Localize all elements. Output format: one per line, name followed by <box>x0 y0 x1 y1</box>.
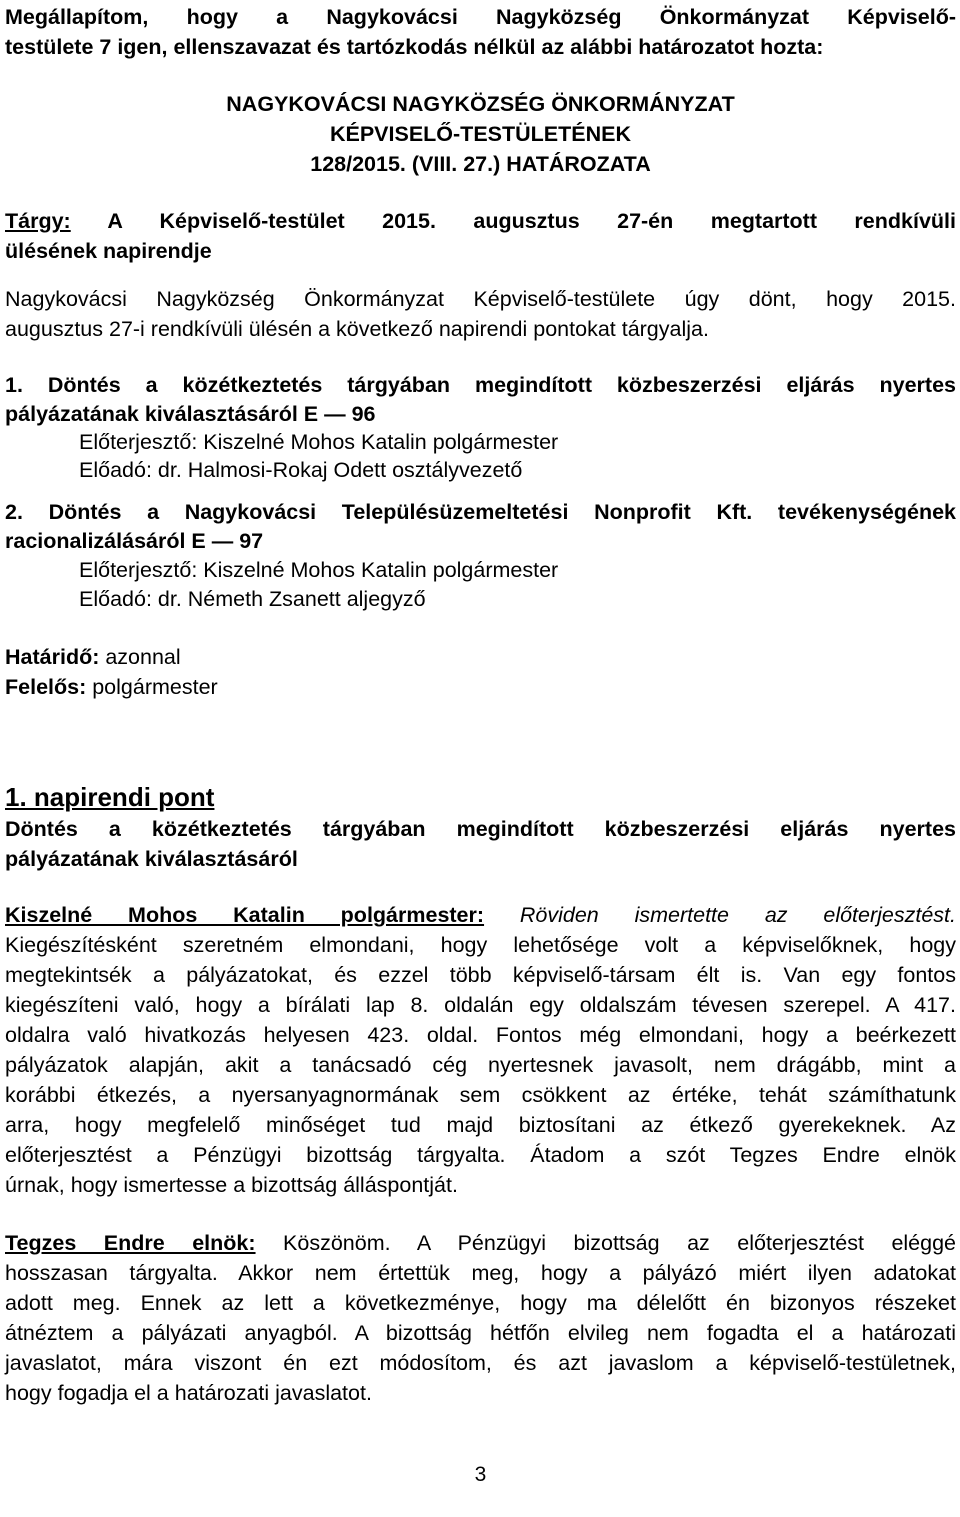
agenda-item-2-title-1: 2. Döntés a Nagykovácsi Településüzemeltetési Nonprofit Kft. tevékenységének <box>5 500 956 524</box>
speech-2-line: hogy fogadja el a határozati javaslatot. <box>5 1381 372 1405</box>
page-number: 3 <box>474 1463 487 1486</box>
responsible-value: polgármester <box>86 675 218 699</box>
section-title-1: Döntés a közétkeztetés tárgyában megindított közbeszerzési eljárás nyertes <box>5 817 956 841</box>
resolution-title-line-3: 128/2015. (VIII. 27.) HATÁROZATA <box>310 152 651 176</box>
deadline-value: azonnal <box>99 645 181 669</box>
agenda-item-1-speaker: Előadó: dr. Halmosi-Rokaj Odett osztályvezető <box>79 458 523 482</box>
resolution-title-line-2: KÉPVISELŐ-TESTÜLETÉNEK <box>329 122 632 146</box>
speech-1-line: pályázatok alapján, akit a tanácsadó cég nyertesnek javasolt, nem drágább, mint a <box>5 1053 956 1077</box>
agenda-item-2-speaker: Előadó: dr. Németh Zsanett aljegyző <box>79 587 426 611</box>
speech-1-line: Kiegészítésként szeretném elmondani, hogy lehetősége volt a képviselőknek, hogy <box>5 933 956 957</box>
responsible-label: Felelős: <box>5 675 87 699</box>
speech-2-line: adott meg. Ennek az lett a következménye, hogy ma délelőtt én bizonyos részeket <box>5 1291 956 1315</box>
intro-line-1: Megállapítom, hogy a Nagykovácsi Nagyközség Önkormányzat Képviselő- <box>5 5 956 29</box>
speech-2-first: Köszönöm. A Pénzügyi bizottság az előterjesztést eléggé <box>255 1231 957 1255</box>
subject-text: A Képviselő-testület 2015. augusztus 27-én megtartott rendkívüli <box>70 209 956 233</box>
subject-label: Tárgy: <box>5 209 71 233</box>
speech-1-line: úrnak, hogy ismertesse a bizottság álláspontját. <box>5 1173 458 1197</box>
decision-line-2: augusztus 27-i rendkívüli ülésén a következő napirendi pontokat tárgyalja. <box>5 317 709 341</box>
speech-2-first-line <box>5 1228 956 1258</box>
intro-line-2: testülete 7 igen, ellenszavazat és tartózkodás nélkül az alábbi határozatot hozta: <box>5 35 824 59</box>
subject-line-1 <box>5 206 956 236</box>
speech-1-first-line <box>5 900 956 930</box>
speech-1-line: kiegészíteni való, hogy a bírálati lap 8. oldalán egy oldalszám tévesen szerepel. A 417. <box>5 993 956 1017</box>
speech-2-line: javaslatot, mára viszont én ezt módosítom, és azt javaslom a képviselő-testületnek, <box>5 1351 956 1375</box>
agenda-item-1-title-2: pályázatának kiválasztásáról E — 96 <box>5 402 376 426</box>
agenda-item-2-title-2: racionalizálásáról E — 97 <box>5 529 264 553</box>
speech-2-line: átnéztem a pályázati anyagból. A bizottság hétfőn elvileg nem fogadta el a határozati <box>5 1321 956 1345</box>
section-title-2: pályázatának kiválasztásáról <box>5 847 298 871</box>
deadline-label: Határidő: <box>5 645 100 669</box>
speech-1-line: oldalra való hivatkozás helyesen 423. oldal. Fontos még elmondani, hogy a beérkezett <box>5 1023 956 1047</box>
resolution-title-line-1: NAGYKOVÁCSI NAGYKÖZSÉG ÖNKORMÁNYZAT <box>226 92 735 116</box>
agenda-item-1-presenter: Előterjesztő: Kiszelné Mohos Katalin polgármester <box>79 430 559 454</box>
speech-2-line: hosszasan tárgyalta. Akkor nem értettük meg, hogy a pályázó miért ilyen adatokat <box>5 1261 956 1285</box>
subject-line-2: ülésének napirendje <box>5 239 212 263</box>
agenda-item-2-presenter: Előterjesztő: Kiszelné Mohos Katalin polgármester <box>79 558 559 582</box>
speech-1-line: korábbi étkezés, a nyersanyagnormának sem csökkent az értéke, tehát számíthatunk <box>5 1083 956 1107</box>
speech-1-speaker: Kiszelné Mohos Katalin polgármester: <box>5 903 485 927</box>
decision-line-1: Nagykovácsi Nagyközség Önkormányzat Képviselő-testülete úgy dönt, hogy 2015. <box>5 287 956 311</box>
speech-1-line: megtekintsék a pályázatokat, és ezzel több képviselő-társam élt is. Van egy fontos <box>5 963 956 987</box>
speech-1-line: arra, hogy megfelelő minőséget tud majd biztosítani az étkező gyerekeknek. Az <box>5 1113 956 1137</box>
section-heading: 1. napirendi pont <box>5 782 215 812</box>
deadline <box>5 642 181 672</box>
speech-1-italic: Röviden ismertette az előterjesztést. <box>484 903 956 927</box>
speech-1-line: előterjesztést a Pénzügyi bizottság tárgyalta. Átadom a szót Tegzes Endre elnök <box>5 1143 956 1167</box>
agenda-item-1-title-1: 1. Döntés a közétkeztetés tárgyában megindított közbeszerzési eljárás nyertes <box>5 373 956 397</box>
responsible <box>5 672 218 702</box>
speech-2-speaker: Tegzes Endre elnök: <box>5 1231 256 1255</box>
